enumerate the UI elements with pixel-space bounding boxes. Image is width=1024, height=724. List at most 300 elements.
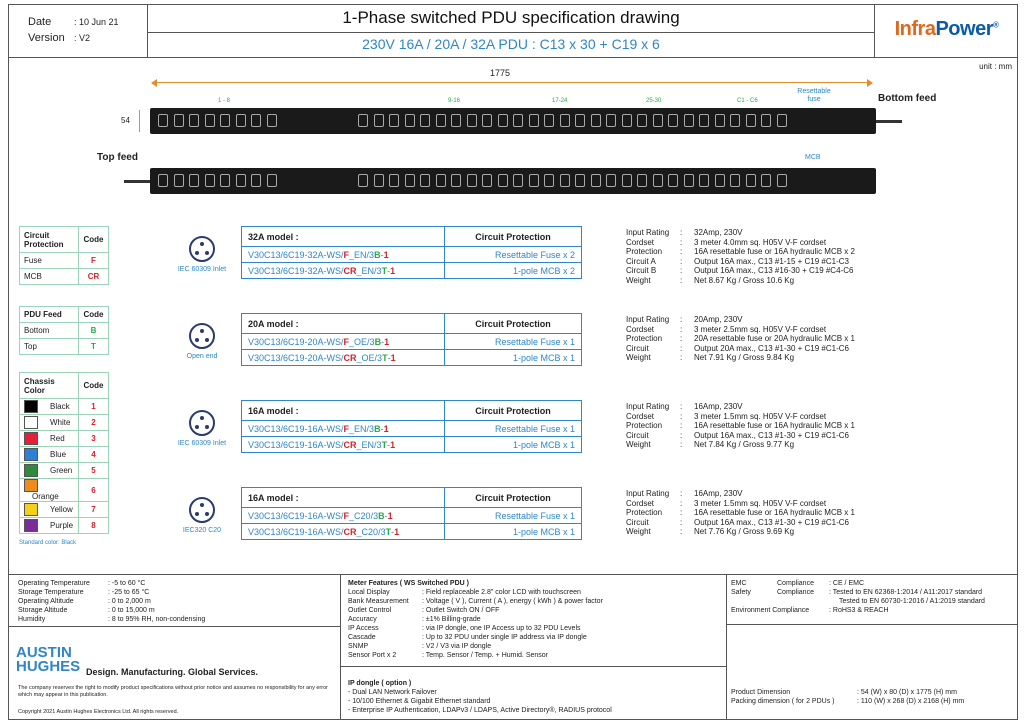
part-number-segment: 1 bbox=[390, 352, 396, 363]
circuit-protection-value: Resettable Fuse x 1 bbox=[445, 508, 582, 524]
outlet-socket bbox=[220, 114, 230, 127]
outlet-socket bbox=[251, 114, 261, 127]
footer-value: : ±1% Billing-grade bbox=[422, 616, 481, 623]
footer-row-divider bbox=[340, 666, 726, 667]
legend-code: F bbox=[79, 253, 109, 269]
inlet-icon-label: IEC 60309 Inlet bbox=[177, 266, 227, 273]
length-dimension-line bbox=[152, 82, 872, 83]
outlet-socket bbox=[236, 174, 246, 187]
color-name: Orange bbox=[32, 492, 59, 501]
inlet-icon bbox=[189, 410, 215, 436]
model-spec bbox=[626, 402, 855, 450]
dongle-item: - Enterprise IP Authentication, LDAPv3 / LDAPS, Active Directory®, RADIUS protocol bbox=[348, 707, 612, 714]
legend-row bbox=[20, 502, 109, 518]
outlet-socket bbox=[189, 174, 199, 187]
legend-row bbox=[20, 399, 109, 415]
color-name: Green bbox=[50, 465, 73, 475]
legend-code: CR bbox=[79, 269, 109, 285]
model-table bbox=[241, 400, 582, 453]
spec-value: 16Amp, 230V bbox=[694, 402, 743, 411]
part-number-segment: B bbox=[378, 510, 385, 521]
part-number-segment: V30C13/6C19-20A-WS/ bbox=[248, 336, 344, 347]
outlet-socket bbox=[575, 114, 585, 127]
outlet-socket bbox=[405, 174, 415, 187]
part-number bbox=[242, 263, 445, 279]
resettable-fuse-label: Resettable fuse bbox=[797, 88, 831, 103]
spec-key: Protection bbox=[626, 508, 663, 517]
inlet-icon-label: IEC320 C20 bbox=[182, 527, 222, 534]
spec-key: Cordset bbox=[626, 237, 655, 247]
outlet-socket bbox=[189, 114, 199, 127]
outlet-socket bbox=[451, 114, 461, 127]
legend-header: Code bbox=[79, 227, 109, 253]
spec-colon: : bbox=[680, 334, 683, 343]
footer-row bbox=[18, 579, 205, 588]
spec-value: 20Amp, 230V bbox=[694, 315, 743, 324]
legend-row bbox=[20, 447, 109, 463]
legend-row bbox=[20, 431, 109, 447]
compliance-type: Compliance bbox=[777, 589, 814, 596]
legend-code: 6 bbox=[79, 479, 109, 502]
spec-colon: : bbox=[680, 247, 683, 256]
spec-row bbox=[626, 421, 855, 431]
spec-value: 3 meter 4.0mm sq. H05V V-F cordset bbox=[694, 237, 827, 247]
part-number-segment: 1 bbox=[384, 336, 390, 347]
part-number-segment: V30C13/6C19-32A-WS/ bbox=[248, 249, 344, 260]
spec-key: Weight bbox=[626, 353, 651, 362]
outlet-socket bbox=[653, 174, 663, 187]
outlet-socket bbox=[544, 174, 554, 187]
legend-item bbox=[20, 518, 79, 534]
model-table bbox=[241, 487, 582, 540]
color-swatch bbox=[24, 519, 38, 532]
legend-item bbox=[20, 463, 79, 479]
compliance-value: : RoHS3 & REACH bbox=[829, 607, 889, 614]
footer-row bbox=[18, 588, 205, 597]
compliance-row bbox=[731, 606, 985, 615]
legend-header: PDU Feed bbox=[20, 307, 79, 323]
spec-row bbox=[626, 228, 855, 238]
part-number-segment: _C20/3 bbox=[356, 526, 386, 537]
header-title-block bbox=[148, 4, 874, 58]
footer-col-divider bbox=[340, 574, 341, 720]
spec-colon: : bbox=[680, 266, 683, 275]
spec-value: Net 7.91 Kg / Gross 9.84 Kg bbox=[694, 353, 795, 362]
part-number bbox=[242, 437, 445, 453]
legend-header: Code bbox=[79, 373, 109, 399]
outlet-socket bbox=[730, 174, 740, 187]
footer-key: Operating Altitude bbox=[18, 598, 74, 605]
spec-colon: : bbox=[680, 343, 683, 353]
legend-code: 3 bbox=[79, 431, 109, 447]
footer-col-divider bbox=[726, 574, 727, 720]
outlet-socket bbox=[668, 174, 678, 187]
spec-value: 16Amp, 230V bbox=[694, 489, 743, 498]
spec-value: 20A resettable fuse or 20A hydraulic MCB x 1 bbox=[694, 334, 855, 343]
dongle-features bbox=[348, 688, 612, 715]
outlet-socket bbox=[684, 174, 694, 187]
compliance-category: Safety bbox=[731, 589, 751, 596]
footer-row bbox=[348, 588, 603, 597]
model-table bbox=[241, 313, 582, 366]
outlet-socket bbox=[777, 114, 787, 127]
footer-key: Product Dimension bbox=[731, 689, 791, 696]
outlet-socket bbox=[436, 114, 446, 127]
legend-row bbox=[20, 518, 109, 534]
spec-key: Cordset bbox=[626, 498, 655, 508]
brand-line-2: HUGHES bbox=[16, 658, 81, 675]
part-number-segment: _OE/3 bbox=[349, 336, 375, 347]
inlet-icon bbox=[189, 497, 215, 523]
outlet-socket bbox=[529, 114, 539, 127]
spec-value: Net 7.84 Kg / Gross 9.77 Kg bbox=[694, 440, 795, 449]
date-label: Date bbox=[28, 16, 52, 28]
legend-header: Code bbox=[79, 307, 109, 323]
compliance-value: : CE / EMC bbox=[829, 580, 865, 587]
section-label: 1 - 8 bbox=[218, 98, 231, 104]
part-number-segment: _EN/3 bbox=[356, 439, 382, 450]
pdu-top-feed-drawing bbox=[150, 168, 876, 194]
part-number-segment: CR bbox=[343, 439, 357, 450]
spec-row bbox=[626, 508, 855, 518]
circuit-protection-value: 1-pole MCB x 1 bbox=[445, 350, 582, 366]
part-number-segment: V30C13/6C19-16A-WS/ bbox=[248, 526, 344, 537]
part-number-segment: V30C13/6C19-20A-WS/ bbox=[248, 352, 344, 363]
part-number-segment: T bbox=[381, 439, 388, 450]
model-table-header bbox=[242, 227, 582, 247]
infrapower-logo bbox=[874, 4, 1018, 58]
part-number-segment: - bbox=[387, 439, 391, 450]
dimension-specs bbox=[731, 688, 964, 706]
compliance-value: Tested to EN 60730-1:2016 / A1:2019 standard bbox=[839, 598, 985, 605]
outlet-socket bbox=[251, 174, 261, 187]
footer-key: SNMP bbox=[348, 643, 369, 650]
outlet-socket bbox=[205, 114, 215, 127]
footer-key: Storage Altitude bbox=[18, 607, 68, 614]
outlet-socket bbox=[699, 114, 709, 127]
outlet-socket bbox=[637, 174, 647, 187]
outlet-socket bbox=[451, 174, 461, 187]
dongle-title: IP dongle ( option ) bbox=[348, 680, 412, 687]
inlet-icon-label: Open end bbox=[186, 353, 218, 360]
page-subtitle: 230V 16A / 20A / 32A PDU : C13 x 30 + C19 x 6 bbox=[362, 36, 660, 52]
compliance-row bbox=[731, 588, 985, 597]
spec-key: Circuit bbox=[626, 517, 649, 527]
outlet-socket bbox=[544, 114, 554, 127]
part-number-segment: 1 bbox=[390, 265, 396, 276]
pdu-bottom-feed-drawing bbox=[150, 108, 876, 134]
spec-colon: : bbox=[680, 430, 683, 440]
outlet-socket bbox=[498, 114, 508, 127]
outlet-socket bbox=[606, 174, 616, 187]
meter-title: Meter Features ( WS Switched PDU ) bbox=[348, 580, 469, 587]
outlet-socket bbox=[513, 174, 523, 187]
part-number-segment: T bbox=[381, 265, 388, 276]
legend-row bbox=[20, 463, 109, 479]
outlet-socket bbox=[158, 174, 168, 187]
color-name: White bbox=[50, 417, 71, 427]
part-number-segment: CR bbox=[343, 526, 357, 537]
spec-row bbox=[626, 334, 855, 344]
spec-key: Input Rating bbox=[626, 228, 670, 237]
version-label: Version bbox=[28, 32, 65, 44]
power-cord bbox=[124, 180, 150, 183]
outlet-socket bbox=[236, 114, 246, 127]
footer-row bbox=[18, 606, 205, 615]
spec-value: Net 7.76 Kg / Gross 9.69 Kg bbox=[694, 527, 795, 536]
part-number-segment: _EN/3 bbox=[356, 265, 382, 276]
dongle-item: - Dual LAN Network Failover bbox=[348, 689, 437, 696]
color-swatch bbox=[24, 432, 38, 445]
spec-value: 3 meter 2.5mm sq. H05V V-F cordset bbox=[694, 324, 827, 334]
logo-part-a: Infra bbox=[894, 18, 936, 40]
model-row bbox=[242, 350, 582, 366]
spec-value: 3 meter 1.5mm sq. H05V V-F cordset bbox=[694, 498, 827, 508]
part-number-segment: CR bbox=[343, 265, 357, 276]
spec-value: Output 20A max., C13 #1-30 + C19 #C1-C6 bbox=[694, 343, 849, 353]
inlet-icon-block bbox=[167, 323, 237, 360]
outlet-socket bbox=[436, 174, 446, 187]
legend-code: 8 bbox=[79, 518, 109, 534]
outlet-socket bbox=[668, 114, 678, 127]
spec-row bbox=[626, 266, 855, 276]
outlet-socket bbox=[622, 174, 632, 187]
model-title: 16A model : bbox=[242, 401, 445, 421]
mcb-label: MCB bbox=[805, 154, 821, 161]
color-name: Yellow bbox=[50, 504, 73, 514]
outlet-socket bbox=[174, 174, 184, 187]
model-table-header bbox=[242, 401, 582, 421]
footer-key: Humidity bbox=[18, 616, 46, 623]
spec-colon: : bbox=[680, 237, 683, 247]
footer-row bbox=[348, 624, 603, 633]
top-feed-label: Top feed bbox=[97, 152, 138, 163]
height-dimension-line bbox=[139, 110, 140, 132]
part-number-segment: - bbox=[384, 510, 388, 521]
spec-row bbox=[626, 489, 855, 499]
model-row bbox=[242, 508, 582, 524]
part-number-segment: _EN/3 bbox=[349, 249, 375, 260]
footer-value: : 8 to 95% RH, non-condensing bbox=[108, 616, 206, 623]
outlet-socket bbox=[158, 114, 168, 127]
height-dimension: 54 bbox=[121, 116, 130, 125]
model-title: 32A model : bbox=[242, 227, 445, 247]
spec-value: 3 meter 1.5mm sq. H05V V-F cordset bbox=[694, 411, 827, 421]
spec-value: Output 16A max., C13 #1-30 + C19 #C1-C6 bbox=[694, 517, 849, 527]
spec-key: Weight bbox=[626, 440, 651, 449]
standard-color-note: Standard color: Black bbox=[19, 540, 77, 546]
copyright: Copyright 2021 Austin Hughes Electronics Ltd. All rights reserved. bbox=[18, 709, 179, 715]
spec-key: Protection bbox=[626, 421, 663, 430]
circuit-protection-value: 1-pole MCB x 1 bbox=[445, 437, 582, 453]
legend-code: 5 bbox=[79, 463, 109, 479]
footer-value: : Field replaceable 2.8" color LCD with touchscreen bbox=[422, 589, 581, 596]
spec-colon: : bbox=[680, 498, 683, 508]
spec-row bbox=[626, 440, 855, 450]
dongle-item: - 10/100 Ethernet & Gigabit Ethernet standard bbox=[348, 698, 491, 705]
environment-specs bbox=[18, 579, 205, 624]
footer-value: : Up to 32 PDU under single IP address via IP dongle bbox=[422, 634, 587, 641]
spec-row bbox=[626, 353, 855, 363]
model-title: 20A model : bbox=[242, 314, 445, 334]
outlet-socket bbox=[637, 114, 647, 127]
section-label: 17-24 bbox=[552, 98, 568, 104]
model-spec bbox=[626, 228, 855, 285]
part-number-segment: _EN/3 bbox=[349, 423, 375, 434]
compliance-row bbox=[731, 597, 985, 606]
footer-divider bbox=[8, 574, 1018, 575]
legend-header: Chassis Color bbox=[20, 373, 79, 399]
unit-label: unit : mm bbox=[979, 62, 1012, 71]
model-row bbox=[242, 524, 582, 540]
spec-row bbox=[626, 499, 855, 509]
color-swatch bbox=[24, 503, 38, 516]
logo-reg: ® bbox=[992, 20, 999, 30]
part-number-segment: 1 bbox=[383, 249, 389, 260]
footer-key: Storage Temperature bbox=[18, 589, 84, 596]
outlet-socket bbox=[482, 114, 492, 127]
part-number-segment: - bbox=[380, 423, 384, 434]
footer-value: : 110 (W) x 268 (D) x 2168 (H) mm bbox=[857, 698, 965, 705]
outlet-socket bbox=[715, 174, 725, 187]
outlet-socket bbox=[560, 114, 570, 127]
outlet-socket bbox=[684, 114, 694, 127]
spec-row bbox=[626, 412, 855, 422]
color-swatch bbox=[24, 416, 38, 429]
spec-colon: : bbox=[680, 489, 683, 498]
spec-colon: : bbox=[680, 440, 683, 449]
footer-row-divider bbox=[726, 624, 1018, 625]
spec-row bbox=[626, 276, 855, 286]
spec-key: Input Rating bbox=[626, 315, 670, 324]
spec-key: Weight bbox=[626, 275, 651, 285]
outlet-socket bbox=[777, 174, 787, 187]
spec-value: 32Amp, 230V bbox=[694, 228, 743, 237]
spec-colon: : bbox=[680, 402, 683, 411]
footer-row bbox=[348, 633, 603, 642]
color-name: Red bbox=[50, 433, 65, 443]
circuit-protection-value: 1-pole MCB x 1 bbox=[445, 524, 582, 540]
legend-item bbox=[20, 431, 79, 447]
outlet-socket bbox=[529, 174, 539, 187]
legend-item bbox=[20, 415, 79, 431]
outlet-socket bbox=[746, 114, 756, 127]
legend-item: Top bbox=[20, 339, 79, 355]
outlet-socket bbox=[358, 174, 368, 187]
spec-value: 16A resettable fuse or 16A hydraulic MCB x 2 bbox=[694, 247, 855, 256]
outlet-socket bbox=[374, 114, 384, 127]
inlet-icon bbox=[189, 323, 215, 349]
header-meta bbox=[8, 4, 148, 58]
spec-key: Cordset bbox=[626, 411, 655, 421]
part-number-segment: F bbox=[343, 510, 350, 521]
model-title: 16A model : bbox=[242, 488, 445, 508]
legend-code: T bbox=[79, 339, 109, 355]
power-cord bbox=[876, 120, 902, 123]
section-label: C1 - C6 bbox=[737, 98, 758, 104]
compliance-row bbox=[731, 579, 985, 588]
part-number-segment: 1 bbox=[394, 526, 400, 537]
part-number-segment: B bbox=[374, 423, 381, 434]
legend-header: Circuit Protection bbox=[20, 227, 79, 253]
outlet-socket bbox=[389, 174, 399, 187]
brand-line-1: AUSTIN bbox=[16, 644, 72, 661]
footer-value: : 54 (W) x 80 (D) x 1775 (H) mm bbox=[857, 689, 957, 696]
spec-value: Output 16A max., C13 #1-30 + C19 #C1-C6 bbox=[694, 430, 849, 440]
color-swatch bbox=[24, 400, 38, 413]
color-name: Black bbox=[50, 401, 70, 411]
part-number-segment: T bbox=[385, 526, 392, 537]
circuit-protection-header: Circuit Protection bbox=[445, 314, 582, 334]
length-dimension: 1775 bbox=[490, 68, 511, 78]
title-divider bbox=[148, 32, 874, 33]
spec-row bbox=[626, 315, 855, 325]
circuit-protection-header: Circuit Protection bbox=[445, 488, 582, 508]
outlet-socket bbox=[761, 174, 771, 187]
model-table-header bbox=[242, 314, 582, 334]
part-number bbox=[242, 524, 445, 540]
legend-item: Fuse bbox=[20, 253, 79, 269]
date-value: : 10 Jun 21 bbox=[74, 17, 119, 27]
outlet-socket bbox=[575, 174, 585, 187]
color-name: Purple bbox=[50, 520, 74, 530]
legend-code: 2 bbox=[79, 415, 109, 431]
circuit-protection-value: Resettable Fuse x 2 bbox=[445, 247, 582, 263]
part-number-segment: 1 bbox=[387, 510, 393, 521]
outlet-socket bbox=[467, 114, 477, 127]
outlet-socket bbox=[267, 174, 277, 187]
outlet-socket bbox=[374, 174, 384, 187]
color-swatch bbox=[24, 479, 38, 492]
part-number-segment: 1 bbox=[390, 439, 396, 450]
spec-key: Circuit bbox=[626, 343, 649, 353]
part-number-segment: V30C13/6C19-16A-WS/ bbox=[248, 423, 344, 434]
chassis-color-legend bbox=[19, 372, 109, 534]
spec-row bbox=[626, 527, 855, 537]
inlet-icon-block bbox=[167, 410, 237, 447]
footer-row bbox=[18, 597, 205, 606]
outlet-socket bbox=[174, 114, 184, 127]
footer-key: Packing dimension ( for 2 PDUs ) bbox=[731, 698, 835, 705]
legend-item: MCB bbox=[20, 269, 79, 285]
circuit-protection-header: Circuit Protection bbox=[445, 401, 582, 421]
compliance-category: EMC bbox=[731, 580, 747, 587]
austin-hughes-logo bbox=[16, 646, 80, 674]
spec-row bbox=[626, 325, 855, 335]
footer-value: : -5 to 60 °C bbox=[108, 580, 146, 587]
meter-features bbox=[348, 588, 603, 660]
footer-value: : Voltage ( V ), Current ( A ), energy ( kWh ) & power factor bbox=[422, 598, 603, 605]
part-number-segment: - bbox=[387, 352, 391, 363]
spec-colon: : bbox=[680, 517, 683, 527]
outlet-socket bbox=[715, 114, 725, 127]
part-number-segment: 1 bbox=[383, 423, 389, 434]
page-title: 1-Phase switched PDU specification drawing bbox=[342, 8, 680, 27]
spec-row bbox=[626, 344, 855, 354]
footer-key: Cascade bbox=[348, 634, 376, 641]
inlet-icon-block bbox=[167, 236, 237, 273]
outlet-socket bbox=[220, 174, 230, 187]
spec-value: 16A resettable fuse or 16A hydraulic MCB x 1 bbox=[694, 421, 855, 430]
spec-colon: : bbox=[680, 353, 683, 362]
compliance-value: : Tested to EN 62368-1:2014 / A11:2017 standard bbox=[829, 589, 983, 596]
legend-row bbox=[20, 415, 109, 431]
footer-row bbox=[348, 651, 603, 660]
footer-row bbox=[348, 615, 603, 624]
compliance-type: Compliance bbox=[777, 580, 814, 587]
spec-value: Net 8.67 Kg / Gross 10.6 Kg bbox=[694, 275, 795, 285]
outlet-socket bbox=[622, 114, 632, 127]
